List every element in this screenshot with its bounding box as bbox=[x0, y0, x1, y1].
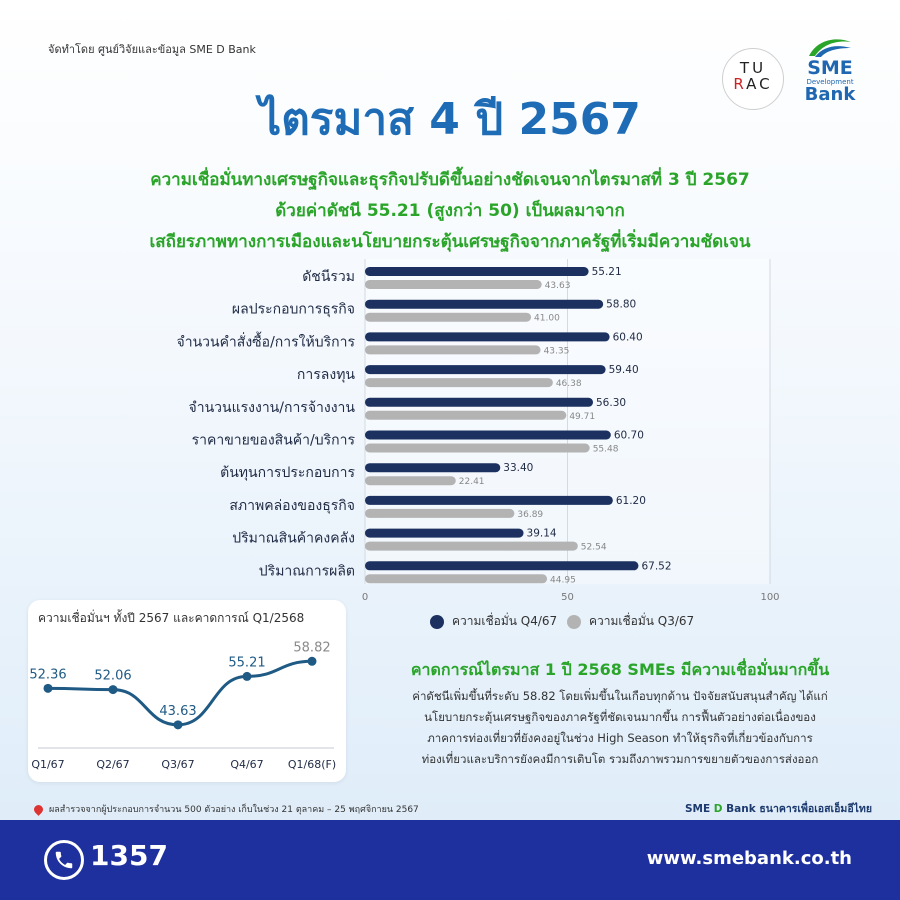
sme-logo-bank: Bank bbox=[804, 84, 856, 105]
hotline-number: 1357 bbox=[90, 839, 168, 872]
x-tick-label-0: 0 bbox=[361, 592, 369, 600]
bar-q4 bbox=[365, 398, 593, 407]
x-tick-label: Q4/67 bbox=[230, 758, 264, 771]
subtitle-line-3: เสถียรภาพทางการเมืองและนโยบายกระตุ้นเศรษฐกิจจากภาครัฐที่เริ่มมีความชัดเจน bbox=[149, 232, 751, 252]
forecast-line-3: ภาคการท่องเที่ยวที่ยังคงอยู่ในช่วง High Season ทำให้ธุรกิจที่เกี่ยวข้องกับการ bbox=[427, 731, 813, 745]
data-label-q3: 43.63 bbox=[544, 281, 571, 291]
forecast-line-2: นโยบายกระตุ้นเศรษฐกิจของภาครัฐที่ชัดเจนมากขึ้น การฟื้นตัวอย่างต่อเนื่องของ bbox=[424, 710, 816, 724]
subtitle-line-1: ความเชื่อมั่นทางเศรษฐกิจและธุรกิจปรับดีขึ้นอย่างชัดเจนจากไตรมาสที่ 3 ปี 2567 bbox=[150, 170, 750, 190]
data-label-q4: 61.20 bbox=[615, 494, 646, 507]
data-label: 52.06 bbox=[94, 668, 132, 684]
data-label: 43.63 bbox=[159, 703, 197, 719]
category-label: สภาพคล่องของธุรกิจ bbox=[229, 497, 355, 514]
bar-q4 bbox=[365, 332, 610, 341]
bar-q4 bbox=[365, 431, 611, 440]
forecast-line-4: ท่องเที่ยวและบริการยังคงมีการเติบโต รวมถึงภาพรวมการขยายตัวของการส่งออก bbox=[421, 752, 819, 766]
turac-logo-line1: TU bbox=[739, 58, 767, 77]
bank-name-rest: Bank ธนาคารเพื่อเอสเอ็มอีไทย bbox=[722, 803, 872, 815]
data-label-q3: 43.35 bbox=[543, 346, 570, 357]
website-link[interactable]: www.smebank.co.th bbox=[646, 848, 852, 869]
bar-chart bbox=[0, 255, 900, 600]
data-point bbox=[308, 657, 317, 666]
data-point bbox=[243, 672, 252, 681]
data-label-q4: 67.52 bbox=[641, 560, 672, 573]
bank-name bbox=[685, 800, 872, 817]
bar-q3 bbox=[365, 574, 547, 583]
data-label-q3: 36.89 bbox=[517, 509, 544, 520]
bank-name-d: D bbox=[713, 803, 723, 815]
sme-logo-text: SME bbox=[807, 57, 853, 79]
data-label-q3: 44.95 bbox=[550, 575, 576, 586]
data-label-q4: 39.14 bbox=[526, 527, 557, 540]
phone-handset-icon bbox=[53, 849, 75, 871]
category-label: จำนวนคำสั่งซื้อ/การให้บริการ bbox=[176, 334, 355, 351]
data-label-q3: 52.54 bbox=[580, 542, 607, 553]
footer-bar bbox=[0, 820, 900, 900]
sme-logo-development: Development bbox=[806, 78, 854, 86]
bar-q4 bbox=[365, 561, 638, 570]
data-label-q3: 41.00 bbox=[534, 313, 560, 324]
x-tick-label-100: 100 bbox=[760, 592, 780, 600]
data-point bbox=[174, 720, 183, 729]
source-note bbox=[34, 802, 419, 816]
x-tick-label: Q1/67 bbox=[31, 758, 65, 771]
bar-q4 bbox=[365, 267, 589, 276]
data-label-q3: 49.71 bbox=[569, 411, 596, 422]
data-label-q4: 60.70 bbox=[613, 429, 644, 442]
forecast-paragraph bbox=[360, 686, 880, 770]
data-label: 52.36 bbox=[29, 667, 67, 683]
data-label-q4: 56.30 bbox=[596, 396, 627, 409]
bar-q3 bbox=[365, 476, 456, 485]
bar-q4 bbox=[365, 529, 524, 538]
data-label-q3: 46.38 bbox=[555, 379, 582, 390]
bar-q4 bbox=[365, 496, 613, 505]
line-chart-card bbox=[28, 600, 346, 782]
location-pin-icon bbox=[32, 803, 45, 816]
x-tick-label-50: 50 bbox=[561, 592, 574, 600]
bar-q3 bbox=[365, 542, 578, 551]
data-label-q4: 33.40 bbox=[503, 462, 534, 475]
forecast-title: คาดการณ์ไตรมาส 1 ปี 2568 SMEs มีความเชื่อมั่นมากขึ้น bbox=[410, 660, 830, 679]
phone-icon bbox=[44, 840, 84, 880]
bar-q4 bbox=[365, 463, 500, 472]
line-chart bbox=[28, 600, 346, 782]
legend-item-q4 bbox=[430, 612, 557, 631]
x-tick-label: Q2/67 bbox=[96, 758, 130, 771]
data-label-q4: 59.40 bbox=[608, 364, 639, 377]
credit-text: จัดทำโดย ศูนย์วิจัยและข้อมูล SME D Bank bbox=[48, 43, 256, 56]
data-label: 58.82 bbox=[293, 640, 331, 656]
data-label-q4: 55.21 bbox=[591, 266, 622, 278]
category-label: การลงทุน bbox=[296, 367, 355, 384]
legend-label-q4: ความเชื่อมั่น Q4/67 bbox=[452, 614, 558, 628]
legend-item-q3 bbox=[567, 612, 694, 631]
bar-q3 bbox=[365, 411, 566, 420]
data-label-q3: 22.41 bbox=[458, 477, 485, 488]
legend-label-q3: ความเชื่อมั่น Q3/67 bbox=[589, 614, 695, 628]
bar-q3 bbox=[365, 378, 553, 387]
category-label: ราคาขายของสินค้า/บริการ bbox=[191, 432, 355, 449]
turac-logo-ac: AC bbox=[746, 74, 773, 93]
data-label-q3: 55.48 bbox=[592, 444, 619, 455]
x-tick-label: Q1/68(F) bbox=[287, 758, 337, 771]
bar-q3 bbox=[365, 444, 590, 453]
data-label-q4: 58.80 bbox=[606, 298, 637, 311]
category-label: จำนวนแรงงาน/การจ้างงาน bbox=[188, 399, 355, 416]
data-label-q4: 60.40 bbox=[612, 331, 643, 344]
turac-logo-r: R bbox=[733, 74, 747, 93]
page-title: ไตรมาส 4 ปี 2567 bbox=[259, 94, 641, 145]
category-label: ผลประกอบการธุรกิจ bbox=[231, 301, 355, 318]
category-label: ปริมาณการผลิต bbox=[258, 563, 355, 580]
legend-swatch-q4 bbox=[430, 615, 444, 629]
source-text: ผลสำรวจจากผู้ประกอบการจำนวน 500 ตัวอย่าง เก็บในช่วง 21 ตุลาคม – 25 พฤศจิกายน 2567 bbox=[49, 805, 419, 815]
bar-q3 bbox=[365, 509, 514, 518]
bank-name-sme: SME bbox=[684, 803, 714, 815]
x-tick-label: Q3/67 bbox=[161, 758, 195, 771]
sme-swoosh-icon bbox=[805, 36, 855, 58]
bar-q4 bbox=[365, 365, 606, 374]
bar-q4 bbox=[365, 300, 603, 309]
data-point bbox=[44, 684, 53, 693]
bar-q3 bbox=[365, 280, 542, 289]
line-chart-title: ความเชื่อมั่นฯ ทั้งปี 2567 และคาดการณ์ Q1/2568 bbox=[38, 611, 305, 625]
forecast-line-1: ค่าดัชนีเพิ่มขึ้นที่ระดับ 58.82 โดยเพิ่มขึ้นในเกือบทุกด้าน ปัจจัยสนับสนุนสำคัญ ได้แก่ bbox=[412, 689, 828, 703]
bar-q3 bbox=[365, 313, 531, 322]
data-label: 55.21 bbox=[228, 655, 266, 671]
subtitle-line-2: ด้วยค่าดัชนี 55.21 (สูงกว่า 50) เป็นผลมาจาก bbox=[275, 201, 625, 221]
legend-swatch-q3 bbox=[567, 615, 581, 629]
bar-q3 bbox=[365, 345, 541, 354]
category-label: ดัชนีรวม bbox=[302, 269, 355, 285]
category-label: ต้นทุนการประกอบการ bbox=[220, 465, 355, 482]
data-point bbox=[109, 685, 118, 694]
category-label: ปริมาณสินค้าคงคลัง bbox=[232, 530, 355, 547]
